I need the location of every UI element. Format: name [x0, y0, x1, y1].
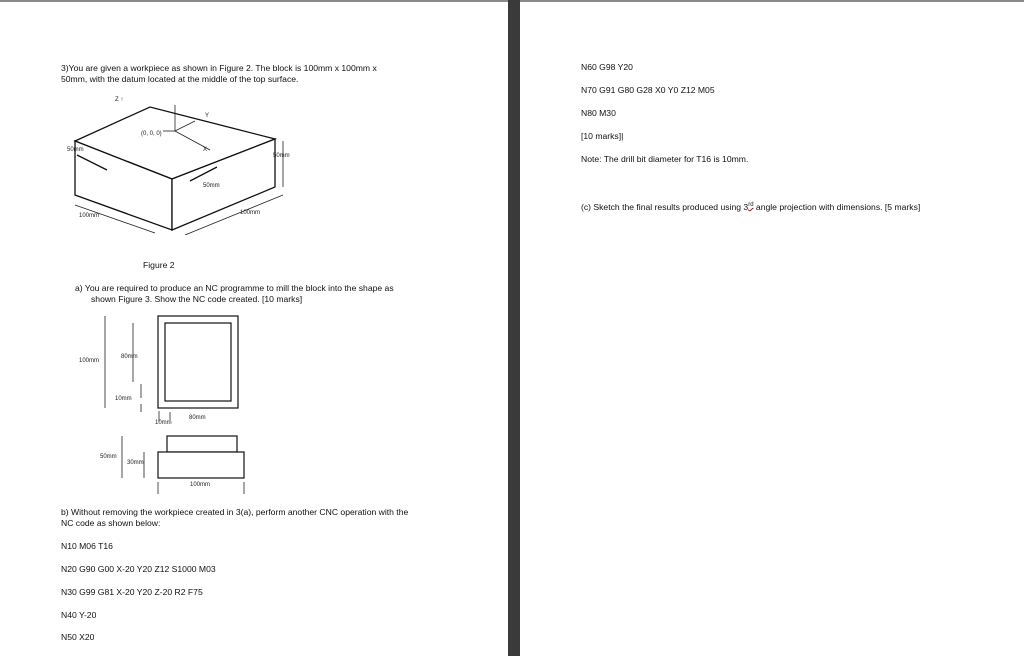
y-axis-label: Y	[205, 113, 210, 119]
nc-code-line: N70 G91 G80 G28 X0 Y0 Z12 M05	[581, 85, 715, 95]
nc-code-line: N40 Y-20	[61, 610, 97, 620]
nc-code-line: N10 M06 T16	[61, 541, 113, 551]
nc-code-line: N60 G98 Y20	[581, 62, 633, 72]
figure-3	[75, 312, 260, 502]
part-c	[581, 200, 920, 213]
nc-code-line: N80 M30	[581, 108, 616, 118]
origin-label: (0, 0, 0)	[141, 131, 162, 137]
part-b-line-1: b) Without removing the workpiece created in 3(a), perform another CNC operation with the	[61, 507, 409, 517]
front-view-upper-step	[167, 436, 237, 452]
dim-front-100-label: 100mm	[79, 213, 100, 219]
nc-code-line: N20 G90 G00 X-20 Y20 Z12 S1000 M03	[61, 564, 216, 574]
top-view-inner-square	[165, 323, 231, 401]
figure-2-caption: Figure 2	[143, 260, 175, 270]
nc-code-line: N30 G99 G81 X-20 Y20 Z-20 R2 F75	[61, 587, 203, 597]
question-intro-line-2: 50mm, with the datum located at the middle of the top surface.	[61, 74, 299, 84]
part-c-superscript: rd	[748, 202, 754, 208]
document-page-left	[0, 0, 508, 656]
dim-30-label: 30mm	[127, 460, 144, 466]
text-cursor: |	[621, 131, 624, 141]
dim-80-horiz-label: 80mm	[189, 415, 206, 421]
dim-right-100-label: 100mm	[240, 210, 261, 216]
x-axis-label: X	[203, 147, 208, 153]
part-b-marks	[581, 131, 623, 142]
dim-10-vert-label: 10mm	[115, 396, 132, 402]
part-a-line-1: a) You are required to produce an NC programme to mill the block into the shape as	[75, 283, 394, 293]
figure-2	[55, 95, 315, 235]
document-page-right	[520, 0, 1024, 656]
dim-left-50-label: 50mm	[67, 147, 84, 153]
figure-3-drawing	[75, 312, 260, 502]
part-b-line-2: NC code as shown below:	[61, 518, 161, 528]
dim-10-horiz-label: 10mm	[155, 420, 172, 426]
part-b-marks-text: [10 marks]	[581, 131, 622, 141]
page-top-border	[520, 0, 1024, 2]
dim-100-bottom-label: 100mm	[190, 482, 211, 488]
page-gutter	[508, 0, 520, 656]
dim-mid-50-label: 50mm	[203, 183, 220, 189]
dim-80-vert-label: 80mm	[121, 354, 138, 360]
dim-100-vert-label: 100mm	[79, 358, 100, 364]
part-c-text-pre: (c) Sketch the final results produced using 3	[581, 201, 749, 212]
drill-note: Note: The drill bit diameter for T16 is 10mm.	[581, 154, 749, 164]
part-c-marks: [5 marks]	[884, 201, 921, 212]
z-axis-label: Z ↑	[115, 97, 124, 103]
part-a-line-2: shown Figure 3. Show the NC code created. [10 marks]	[91, 294, 303, 304]
part-c-text-post: angle projection with dimensions.	[753, 201, 885, 212]
nc-code-line: N50 X20	[61, 632, 95, 642]
front-view-base	[158, 452, 244, 478]
question-intro-line-1: 3)You are given a workpiece as shown in Figure 2. The block is 100mm x 100mm x	[61, 63, 377, 73]
dim-50-label: 50mm	[100, 454, 117, 460]
dim-right-50-label: 50mm	[273, 153, 290, 159]
page-top-border	[0, 0, 508, 2]
